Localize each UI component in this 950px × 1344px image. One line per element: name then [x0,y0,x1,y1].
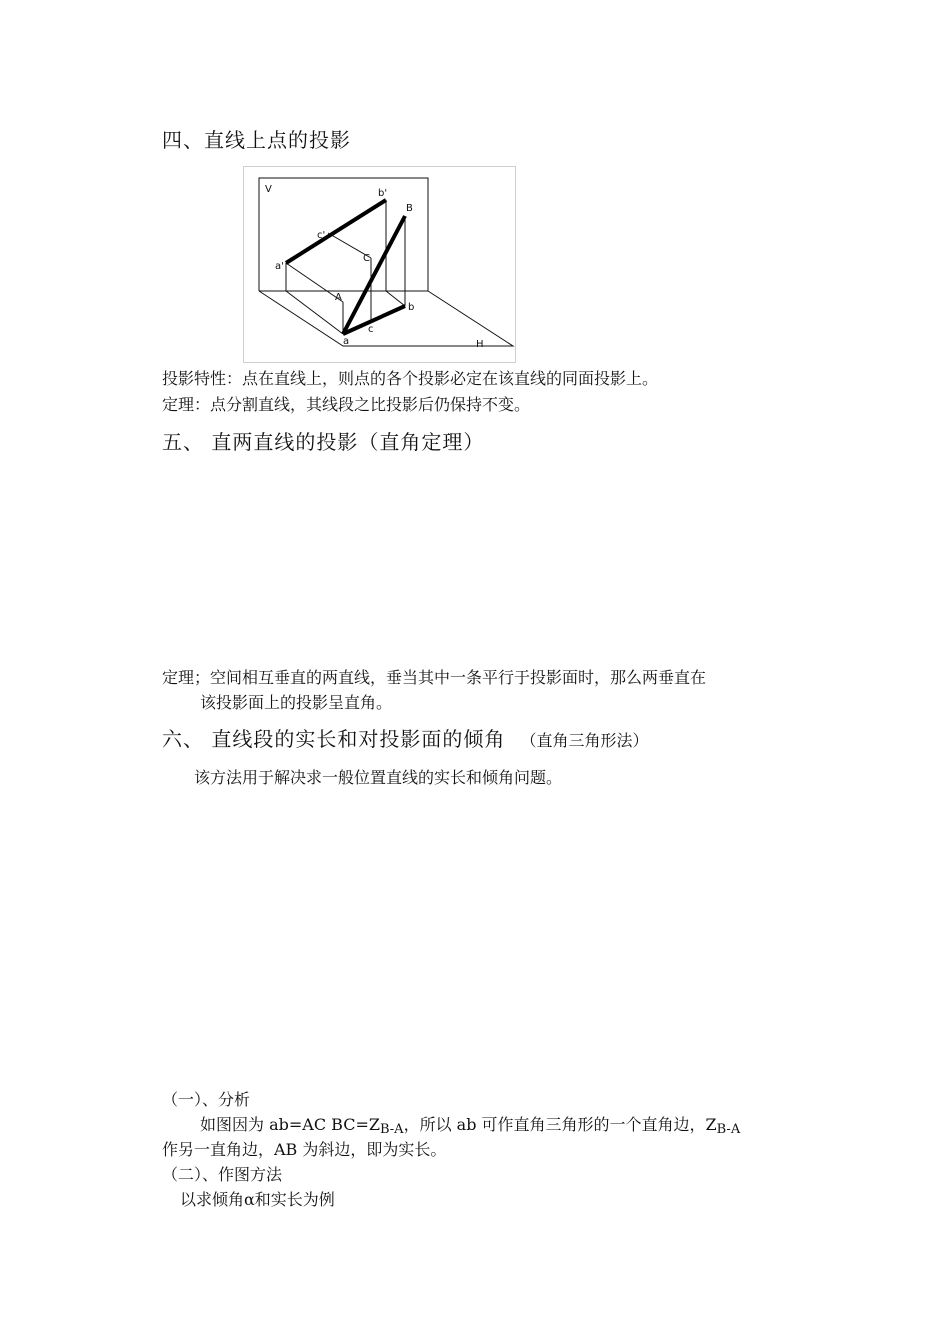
line-point-projection-figure [243,166,517,364]
s6-method-text: 以求倾角α和实长为例 [180,1190,335,1209]
label-point-c: C [363,253,370,264]
projection-diagram [243,166,517,364]
s5-theorem-line2: 该投影面上的投影呈直角。 [200,693,393,712]
label-c: c [368,324,374,335]
s6-analysis-line1 [200,1112,740,1137]
label-b: b [408,302,415,313]
section-4-heading: 四、直线上点的投影 [162,128,351,152]
label-point-b: B [406,203,413,214]
label-b-prime: b' [378,188,388,199]
label-point-a: A [335,292,342,303]
s5-theorem-line1: 定理；空间相互垂直的两直线，垂当其中一条平行于投影面时，那么两垂直在 [162,668,707,687]
s6-analysis-title: （一）、分析 [162,1090,251,1109]
s4-theorem: 定理：点分割直线，其线段之比投影后仍保持不变。 [162,395,531,414]
analysis-subscript-2: B-A [716,1122,741,1137]
s6-method-title: （二）、作图方法 [162,1165,283,1184]
label-h: H [476,339,484,350]
analysis-text-part2: ，所以 ab 可作直角三角形的一个直角边，Z [403,1115,717,1134]
s6-analysis-line2: 作另一直角边，AB 为斜边，即为实长。 [162,1140,447,1159]
label-v: V [265,184,272,195]
section-5-heading: 五、 直两直线的投影（直角定理） [162,430,485,454]
section-6-heading-note: （直角三角形法） [520,731,649,750]
s6-intro: 该方法用于解决求一般位置直线的实长和倾角问题。 [194,768,563,787]
label-a: a [343,336,350,347]
analysis-subscript-1: B-A [379,1122,404,1137]
s4-property: 投影特性：点在直线上，则点的各个投影必定在该直线的同面投影上。 [162,369,659,388]
section-6-heading: 六、 直线段的实长和对投影面的倾角 [162,727,506,751]
label-c-prime: c' [317,230,326,241]
analysis-text-part1: 如图因为 ab=AC BC=Z [200,1115,380,1134]
label-a-prime: a' [275,261,284,272]
section-6-heading-row [162,723,648,752]
